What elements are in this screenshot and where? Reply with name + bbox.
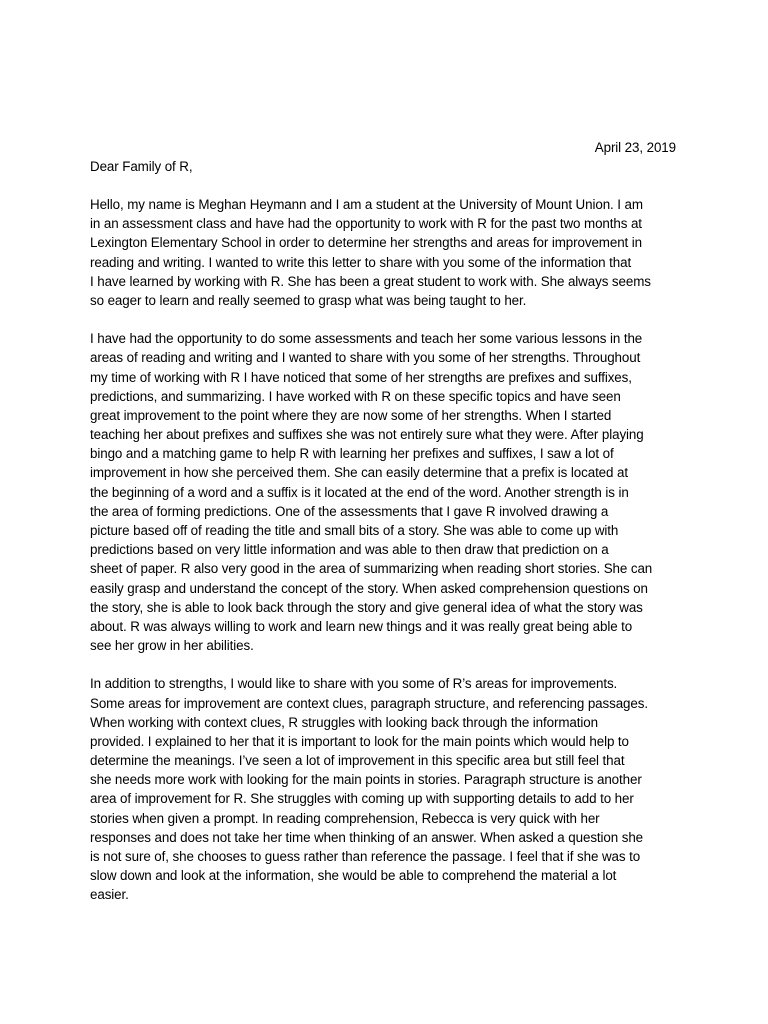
paragraph-line: reading and writing. I wanted to write this letter to share with you some of the information that <box>90 254 632 270</box>
letter-date: April 23, 2019 <box>594 140 676 155</box>
paragraph-line: my time of working with R I have noticed that some of her strengths are prefixes and suffixes, <box>90 369 632 385</box>
letter-salutation: Dear Family of R, <box>90 159 193 174</box>
paragraph-line: I have learned by working with R. She has been a great student to work with. She always seems <box>90 273 651 289</box>
paragraph-line: Some areas for improvement are context clues, paragraph structure, and referencing passages. <box>90 695 648 711</box>
paragraph-line: easily grasp and understand the concept of the story. When asked comprehension questions on <box>90 580 648 596</box>
paragraph-line: is not sure of, she chooses to guess rather than reference the passage. I feel that if she was to <box>90 849 641 864</box>
paragraph-line: bingo and a matching game to help R with learning her prefixes and suffixes, I saw a lot of <box>90 446 614 462</box>
paragraph-line: see her grow in her abilities. <box>90 638 254 654</box>
paragraph-line: teaching her about prefixes and suffixes she was not entirely sure what they were. After playing <box>90 427 644 443</box>
paragraph-line: stories when given a prompt. In reading comprehension, Rebecca is very quick with her <box>90 810 600 826</box>
paragraph-line: she needs more work with looking for the main points in stories. Paragraph structure is another <box>90 772 642 788</box>
paragraph-introduction <box>90 195 682 310</box>
letter-body <box>90 138 682 905</box>
paragraph-line: areas of reading and writing and I wanted to share with you some of her strengths. Throughout <box>90 350 641 366</box>
paragraph-line: Lexington Elementary School in order to determine her strengths and areas for improvement in <box>90 235 643 251</box>
paragraph-line: the area of forming predictions. One of the assessments that I gave R involved drawing a <box>90 503 609 519</box>
paragraph-improvements <box>90 674 682 904</box>
paragraph-line: provided. I explained to her that it is important to look for the main points which would help to <box>90 733 629 749</box>
paragraph-line: responses and does not take her time when thinking of an answer. When asked a question she <box>90 829 644 845</box>
paragraph-line: predictions, and summarizing. I have worked with R on these specific topics and have seen <box>90 388 621 404</box>
paragraph-line: slow down and look at the information, she would be able to comprehend the material a lot <box>90 868 617 884</box>
paragraph-line: easier. <box>90 887 129 903</box>
paragraph-line: sheet of paper. R also very good in the area of summarizing when reading short stories. She can <box>90 561 653 577</box>
paragraph-line: improvement in how she perceived them. She can easily determine that a prefix is located at <box>90 465 628 481</box>
paragraph-line: the story, she is able to look back through the story and give general idea of what the story was <box>90 599 643 615</box>
paragraph-line: predictions based on very little information and was able to then draw that prediction on a <box>90 542 609 558</box>
paragraph-line: Hello, my name is Meghan Heymann and I am a student at the University of Mount Union. I am <box>90 197 643 212</box>
paragraph-line: the beginning of a word and a suffix is it located at the end of the word. Another strength is in <box>90 484 629 500</box>
paragraph-line: great improvement to the point where they are now some of her strengths. When I started <box>90 407 612 423</box>
paragraph-line: determine the meanings. I’ve seen a lot of improvement in this specific area but still feel that <box>90 753 625 769</box>
paragraph-line: about. R was always willing to work and learn new things and it was really great being able to <box>90 618 633 634</box>
paragraph-line: picture based off of reading the title and small bits of a story. She was able to come up with <box>90 523 619 538</box>
paragraph-line: area of improvement for R. She struggles with coming up with supporting details to add to her <box>90 791 634 807</box>
paragraph-strengths <box>90 329 682 655</box>
paragraph-line: When working with context clues, R struggles with looking back through the information <box>90 714 598 730</box>
paragraph-line: In addition to strengths, I would like to share with you some of R’s areas for improvements. <box>90 676 618 692</box>
paragraph-line: I have had the opportunity to do some assessments and teach her some various lessons in the <box>90 331 643 347</box>
paragraph-line: so eager to learn and really seemed to grasp what was being taught to her. <box>90 292 527 308</box>
paragraph-line: in an assessment class and have had the opportunity to work with R for the past two months at <box>90 216 642 232</box>
